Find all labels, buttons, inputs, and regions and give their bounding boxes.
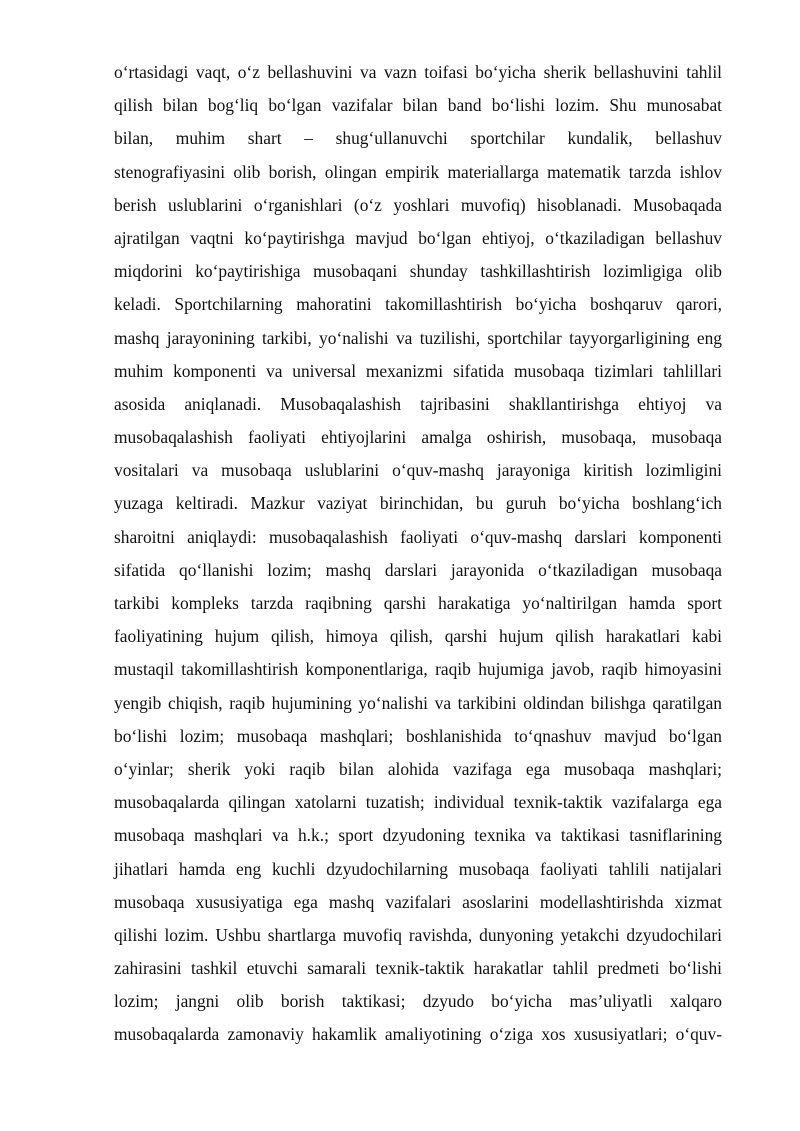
text-line: qilishi lozim. Ushbu shartlarga muvofiq ravishda, dunyoning yetakchi dzyudochilari xyxy=(114,924,722,945)
text-line: musobaqalashish faoliyati ehtiyojlarini amalga oshirish, musobaqa, musobaqa xyxy=(114,427,722,448)
text-line: miqdorini ko‘paytirishiga musobaqani shunday tashkillashtirish lozimligiga olib xyxy=(114,261,722,282)
text-line: keladi. Sportchilarning mahoratini takomillashtirish bo‘yicha boshqaruv qarori, xyxy=(114,294,722,315)
text-line: stenografiyasini olib borish, olingan empirik materiallarga matematik tarzda ishlov xyxy=(114,161,722,182)
text-line: jihatlari hamda eng kuchli dzyudochilarning musobaqa faoliyati tahlili natijalari xyxy=(114,858,722,879)
text-line: sifatida qo‘llanishi lozim; mashq darslari jarayonida o‘tkaziladigan musobaqa xyxy=(114,559,722,580)
text-line: berish uslublarini o‘rganishlari (o‘z yoshlari muvofiq) hisoblanadi. Musobaqada xyxy=(114,194,722,215)
text-line: musobaqa xususiyatiga ega mashq vazifalari asoslarini modellashtirishda xizmat xyxy=(114,891,722,912)
text-line: tarkibi kompleks tarzda raqibning qarshi harakatiga yo‘naltirilgan hamda sport xyxy=(114,593,722,613)
text-line: sharoitni aniqlaydi: musobaqalashish faoliyati o‘quv-mashq darslari komponenti xyxy=(114,526,722,547)
text-line: faoliyatining hujum qilish, himoya qilish, qarshi hujum qilish harakatlari kabi xyxy=(114,626,722,647)
text-line: lozim; jangni olib borish taktikasi; dzyudo bo‘yicha mas’uliyatli xalqaro xyxy=(114,991,722,1012)
text-line: o‘rtasidagi vaqt, o‘z bellashuvini va vazn toifasi bo‘yicha sherik bellashuvini tahlil xyxy=(114,62,722,82)
text-line: zahirasini tashkil etuvchi samarali texnik-taktik harakatlar tahlil predmeti bo‘lishi xyxy=(114,958,722,979)
text-line: musobaqalarda qilingan xatolarni tuzatish; individual texnik-taktik vazifalarga ega xyxy=(114,792,722,813)
document-page xyxy=(114,56,722,1052)
text-line: qilish bilan bog‘liq bo‘lgan vazifalar bilan band bo‘lishi lozim. Shu munosabat xyxy=(114,95,722,116)
text-line: asosida aniqlanadi. Musobaqalashish tajribasini shakllantirishga ehtiyoj va xyxy=(114,393,722,414)
text-line: musobaqa mashqlari va h.k.; sport dzyudoning texnika va taktikasi tasniflarining xyxy=(114,825,722,846)
text-line: musobaqalarda zamonaviy hakamlik amaliyotining o‘ziga xos xususiyatlari; o‘quv- xyxy=(114,1024,722,1045)
text-line: mashq jarayonining tarkibi, yo‘nalishi va tuzilishi, sportchilar tayyorgarligining eng xyxy=(114,327,722,348)
text-line: yuzaga keltiradi. Mazkur vaziyat birinchidan, bu guruh bo‘yicha boshlang‘ich xyxy=(114,493,722,514)
text-line: mustaqil takomillashtirish komponentlariga, raqib hujumiga javob, raqib himoyasini xyxy=(114,659,722,680)
text-line: muhim komponenti va universal mexanizmi sifatida musobaqa tizimlari tahlillari xyxy=(114,360,722,381)
text-line: bo‘lishi lozim; musobaqa mashqlari; boshlanishida to‘qnashuv mavjud bo‘lgan xyxy=(114,725,722,746)
text-line: bilan, muhim shart – shug‘ullanuvchi sportchilar kundalik, bellashuv xyxy=(114,128,722,149)
text-line: o‘yinlar; sherik yoki raqib bilan alohida vazifaga ega musobaqa mashqlari; xyxy=(114,758,722,779)
text-line: vositalari va musobaqa uslublarini o‘quv-mashq jarayoniga kiritish lozimligini xyxy=(114,460,722,481)
text-line: yengib chiqish, raqib hujumining yo‘nalishi va tarkibini oldindan bilishga qaratilgan xyxy=(114,692,722,713)
text-line: ajratilgan vaqtni ko‘paytirishga mavjud bo‘lgan ehtiyoj, o‘tkaziladigan bellashuv xyxy=(114,227,722,248)
